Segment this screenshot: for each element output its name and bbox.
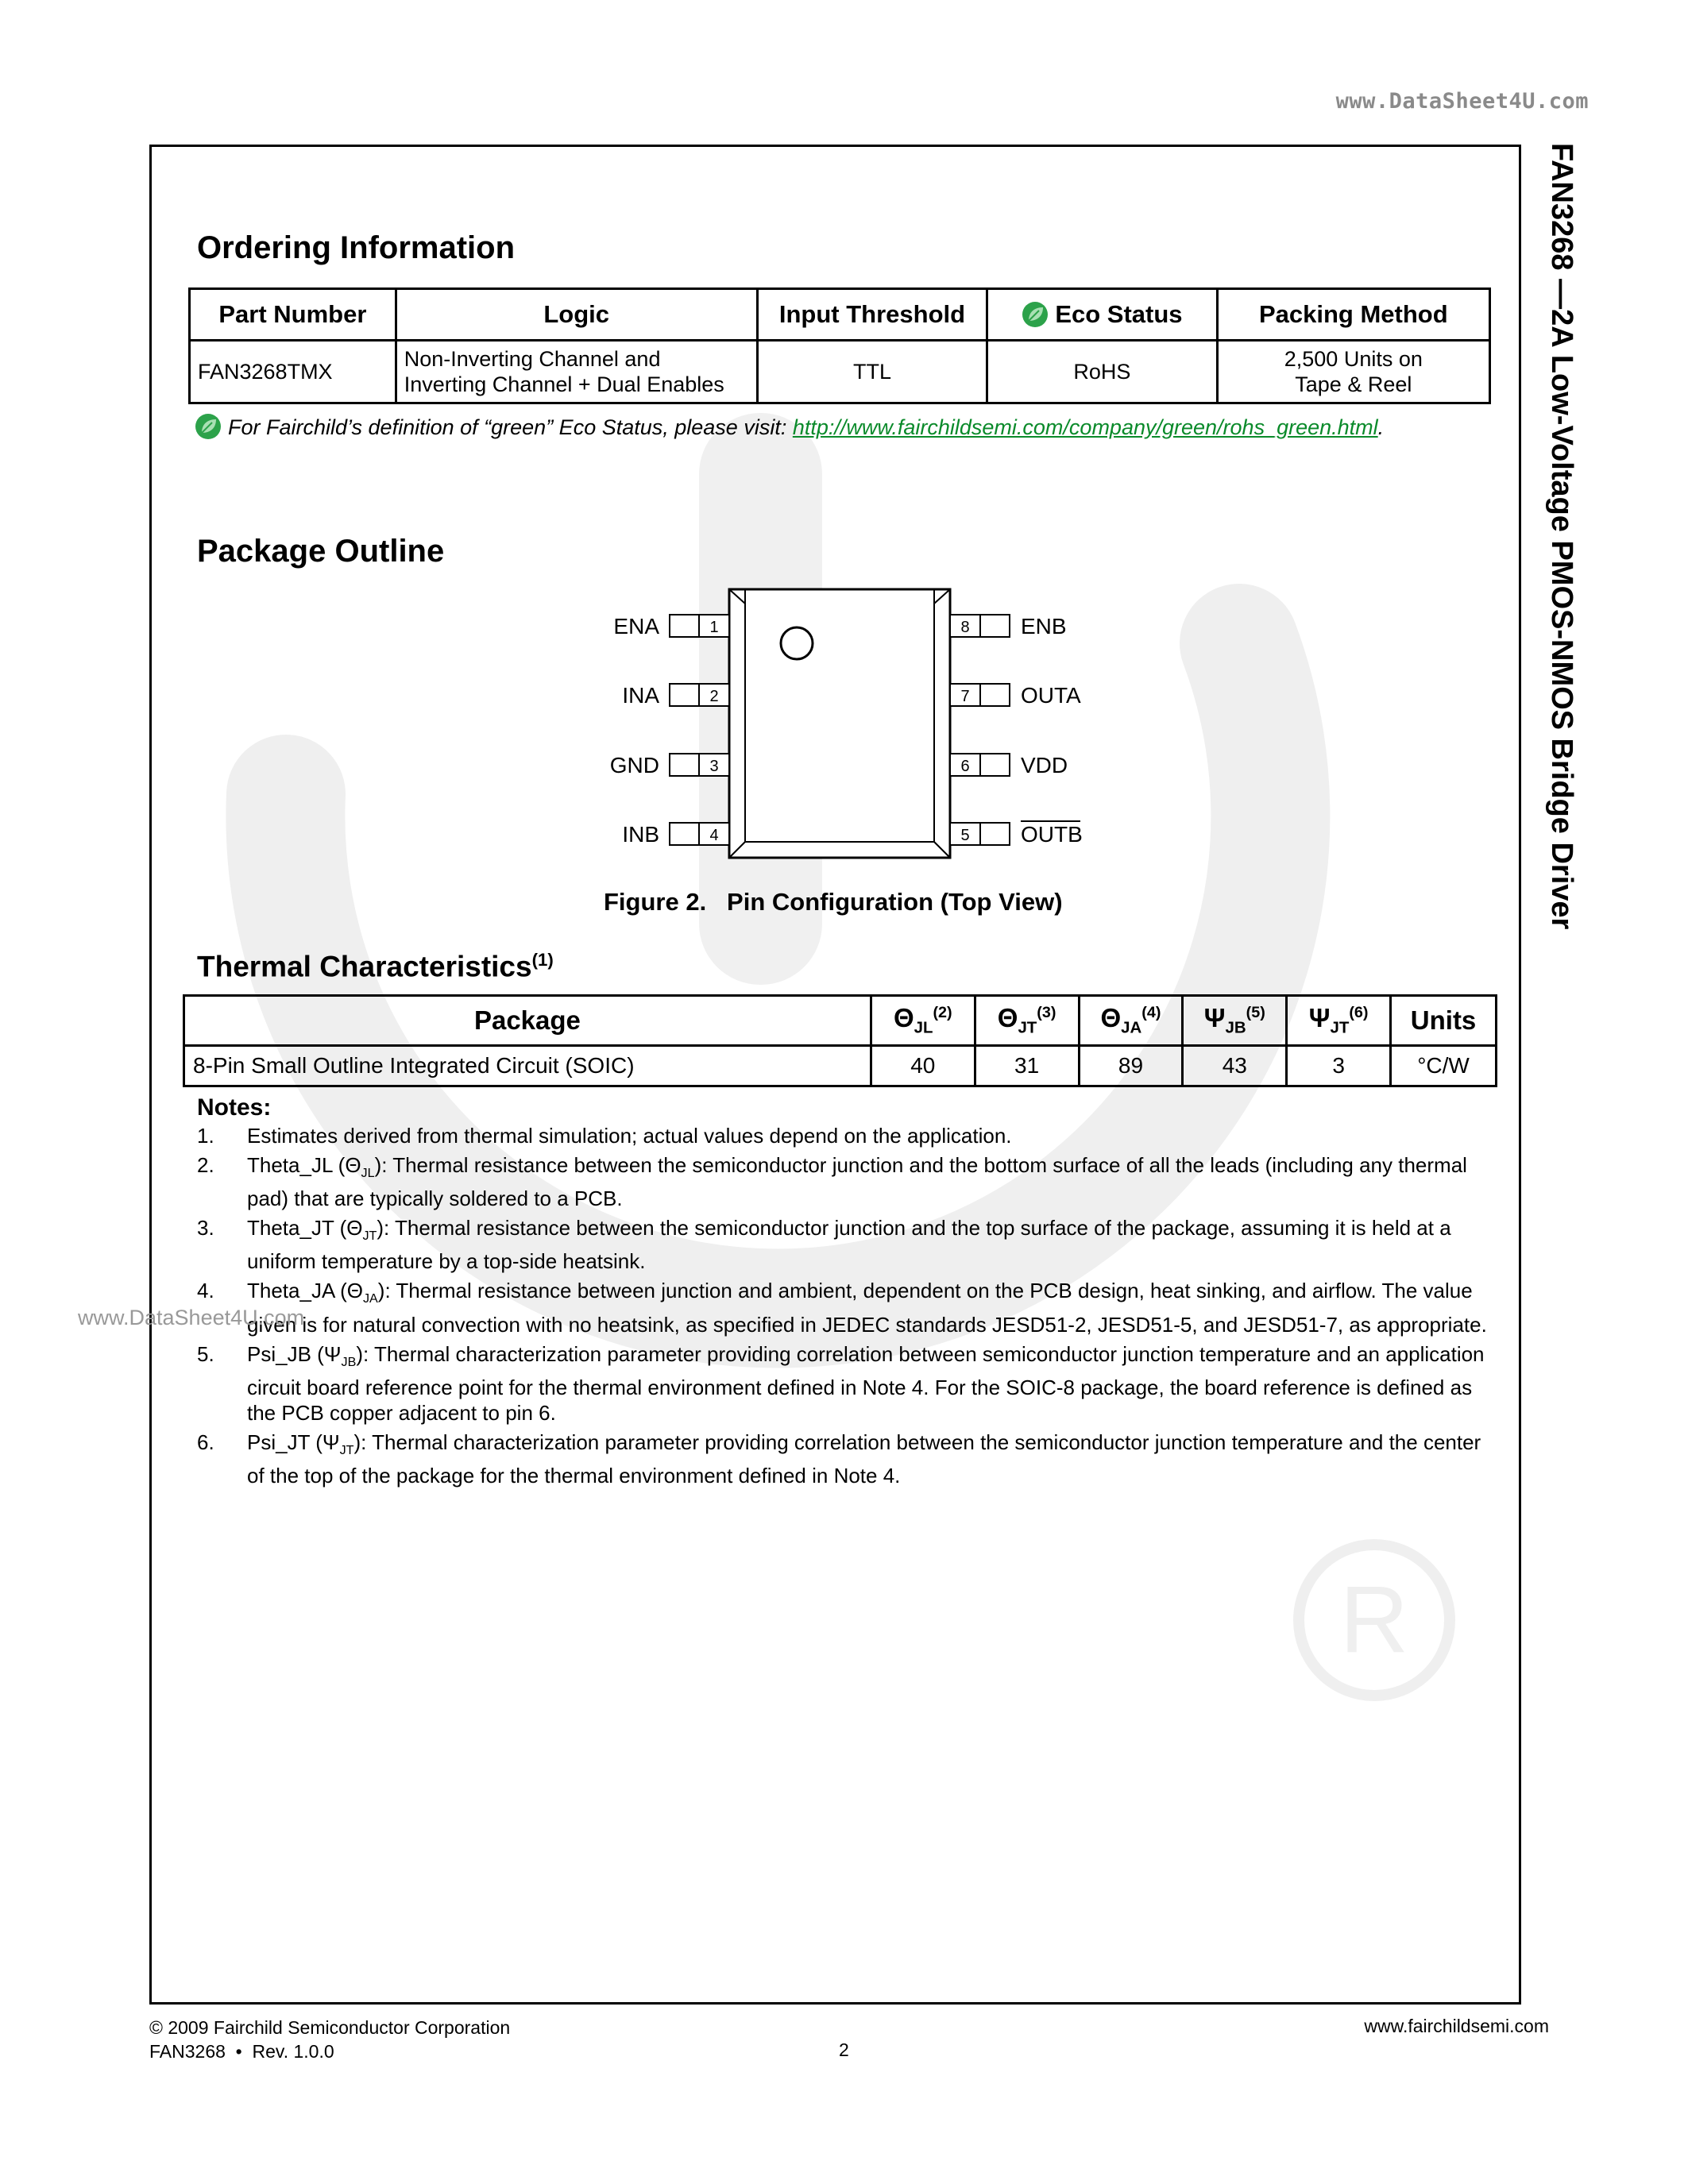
eco-leaf-icon: [195, 413, 222, 440]
note-4: [197, 1278, 1500, 1337]
note-text-post: ): Thermal characterization parameter providing correlation between semiconductor junction temperature and an application circuit board reference point for the thermal environment defined in Note 4. For the SOIC-8 package, the board reference is defined as the PCB copper adjacent to pin 6.: [247, 1341, 1485, 1425]
pin-5-name: OUTB: [1021, 822, 1083, 847]
pin-3-name: GND: [609, 753, 659, 778]
package-body-outer: [729, 589, 950, 858]
note-number: 3.: [197, 1216, 214, 1241]
note-6: [197, 1430, 1500, 1488]
psi-symbol: Ψ: [1203, 1003, 1226, 1033]
svg-text:R: R: [1339, 1566, 1409, 1673]
psi-jb-note: (5): [1246, 1004, 1265, 1022]
footer-copyright: © 2009 Fairchild Semiconductor Corporation: [149, 2017, 511, 2038]
header-psi-jt: [1287, 996, 1391, 1046]
header-logic: Logic: [396, 289, 757, 341]
note-3: [197, 1215, 1500, 1274]
pin-4-name: INB: [622, 822, 659, 847]
note-number: 5.: [197, 1341, 214, 1366]
note-2: [197, 1152, 1500, 1211]
note-text-pre: Theta_JT (Θ: [247, 1216, 363, 1241]
note-text-pre: Psi_JB (Ψ: [247, 1341, 342, 1366]
side-title: [1537, 143, 1585, 1017]
pin-2-number: 2: [709, 688, 719, 705]
header-theta-jl: [871, 996, 975, 1046]
green-note-prefix: For Fairchild’s definition of “green” Eco Status, please visit:: [228, 415, 793, 439]
header-theta-jt: [975, 996, 1079, 1046]
note-number: 2.: [197, 1153, 214, 1177]
cell-psi-jb: 43: [1183, 1046, 1287, 1086]
pin-7-number: 7: [960, 688, 970, 705]
package-outline-heading: Package Outline: [197, 534, 445, 569]
cell-packing-line1: 2,500 Units on: [1284, 347, 1423, 371]
pin-7: [950, 683, 1081, 708]
psi-jt-sub: JT: [1330, 1018, 1350, 1037]
pin-4: [622, 822, 729, 847]
theta-jl-note: (2): [933, 1004, 952, 1022]
pin-5-number: 5: [960, 827, 970, 844]
pin-2-name: INA: [622, 683, 659, 708]
figure-2-caption: Figure 2. Pin Configuration (Top View): [604, 888, 1063, 916]
ordering-table: [188, 287, 1491, 404]
note-number: 6.: [197, 1430, 214, 1454]
pin-1-number: 1: [709, 619, 719, 636]
header-eco-status: [987, 289, 1217, 341]
note-text-post: ): Thermal characterization parameter providing correlation between the semiconductor junction temperature and the center of the top of the package for the thermal environment defined in Note 4.: [247, 1430, 1481, 1488]
psi-jt-note: (6): [1349, 1004, 1369, 1022]
pin-8-number: 8: [960, 619, 970, 636]
pin-3-number: 3: [709, 758, 719, 775]
cell-eco-status: RoHS: [987, 341, 1217, 403]
cell-packing-line2: Tape & Reel: [1295, 372, 1412, 396]
thermal-table: [183, 994, 1497, 1087]
cell-logic-line2: Inverting Channel + Dual Enables: [404, 372, 724, 396]
note-text-pre: Theta_JL (Θ: [247, 1153, 361, 1177]
table-row: [184, 1046, 1497, 1086]
note-sub: JT: [339, 1442, 354, 1457]
theta-ja-note: (4): [1141, 1004, 1161, 1022]
header-part-number: Part Number: [190, 289, 396, 341]
footer-revision: FAN3268 • Rev. 1.0.0: [149, 2041, 334, 2062]
cell-theta-jt: 31: [975, 1046, 1079, 1086]
footer-left: [149, 2016, 510, 2063]
header-psi-jb: [1183, 996, 1287, 1046]
ordering-heading: Ordering Information: [197, 230, 515, 265]
theta-symbol: Θ: [997, 1003, 1018, 1033]
psi-jb-sub: JB: [1225, 1018, 1246, 1037]
cell-psi-jt: 3: [1287, 1046, 1391, 1086]
cell-logic: [396, 341, 757, 403]
theta-ja-sub: JA: [1121, 1018, 1142, 1037]
thermal-heading: [197, 950, 554, 983]
cell-input-threshold: TTL: [757, 341, 987, 403]
theta-symbol: Θ: [1100, 1003, 1122, 1033]
notes-heading: Notes:: [197, 1094, 272, 1121]
pin-6-name: VDD: [1021, 753, 1068, 778]
thermal-heading-text: Thermal Characteristics: [197, 950, 532, 983]
pin-4-number: 4: [709, 827, 719, 844]
theta-jt-sub: JT: [1018, 1018, 1037, 1037]
cell-logic-line1: Non-Inverting Channel and: [404, 347, 661, 371]
header-theta-ja: [1079, 996, 1183, 1046]
pin-6-number: 6: [960, 758, 970, 775]
side-title-text: FAN3268 —2A Low-Voltage PMOS-NMOS Bridge Driver: [1545, 143, 1578, 930]
green-note: [195, 413, 1384, 440]
cell-part-number: FAN3268TMX: [190, 341, 396, 403]
header-eco-status-label: Eco Status: [1055, 300, 1183, 328]
table-row: [190, 341, 1490, 403]
pin-6: [950, 753, 1068, 778]
header-units: Units: [1391, 996, 1497, 1046]
note-text-post: ): Thermal resistance between the semiconductor junction and the top surface of the package, assuming it is held at a uniform temperature by a top-side heatsink.: [247, 1216, 1451, 1274]
pin-3: [610, 753, 729, 778]
pin-8: [950, 614, 1067, 639]
note-text-post: ): Thermal resistance between the semiconductor junction and the bottom surface of all the leads (including any thermal pad) that are typically soldered to a PCB.: [247, 1153, 1467, 1211]
note-sub: JB: [341, 1354, 357, 1369]
header-input-threshold: Input Threshold: [757, 289, 987, 341]
green-note-suffix: .: [1377, 415, 1385, 439]
watermark-mid: www.DataSheet4U.com: [78, 1306, 305, 1329]
thermal-header-row: [184, 996, 1497, 1046]
thermal-heading-note: (1): [531, 950, 554, 970]
notes-list: [197, 1123, 1500, 1492]
footer-website: www.fairchildsemi.com: [1364, 2016, 1549, 2036]
note-1: [197, 1123, 1500, 1148]
ordering-header-row: [190, 289, 1490, 341]
pin-7-name: OUTA: [1021, 683, 1081, 708]
theta-jt-note: (3): [1037, 1004, 1056, 1022]
cell-units: °C/W: [1391, 1046, 1497, 1086]
header-package: Package: [184, 996, 871, 1046]
pin-2: [622, 683, 729, 708]
green-definition-link[interactable]: http://www.fairchildsemi.com/company/green/rohs_green.html: [792, 415, 1378, 439]
note-text: Estimates derived from thermal simulation; actual values depend on the application.: [247, 1124, 1012, 1148]
pin-1-name: ENA: [613, 614, 659, 639]
note-text-pre: Theta_JA (Θ: [247, 1279, 363, 1303]
cell-package: 8-Pin Small Outline Integrated Circuit (SOIC): [184, 1046, 871, 1086]
watermark-top: www.DataSheet4U.com: [1335, 89, 1589, 114]
pin-5: [950, 821, 1083, 847]
theta-jl-sub: JL: [914, 1018, 933, 1037]
eco-leaf-icon: [1022, 301, 1049, 328]
psi-symbol: Ψ: [1308, 1003, 1331, 1033]
note-sub: JA: [362, 1291, 378, 1306]
cell-theta-jl: 40: [871, 1046, 975, 1086]
pin-configuration-diagram: [580, 588, 1096, 874]
note-text-pre: Psi_JT (Ψ: [247, 1430, 340, 1454]
note-number: 4.: [197, 1279, 214, 1303]
note-text-post: ): Thermal resistance between junction and ambient, dependent on the PCB design, heat sinking, and airflow. The value given is for natural convection with no heatsink, as specified in JEDEC standards JESD51-2, JESD51-5, and JESD51-7, as appropriate.: [247, 1279, 1487, 1337]
pin-8-name: ENB: [1021, 614, 1067, 639]
note-number: 1.: [197, 1124, 214, 1148]
theta-symbol: Θ: [893, 1003, 914, 1033]
note-sub: JT: [362, 1229, 377, 1244]
note-5: [197, 1341, 1500, 1426]
note-sub: JL: [361, 1166, 375, 1181]
cell-theta-ja: 89: [1079, 1046, 1183, 1086]
pin-1: [613, 614, 729, 639]
header-packing-method: Packing Method: [1217, 289, 1489, 341]
page-number: 2: [839, 2039, 849, 2060]
cell-packing-method: [1217, 341, 1489, 403]
